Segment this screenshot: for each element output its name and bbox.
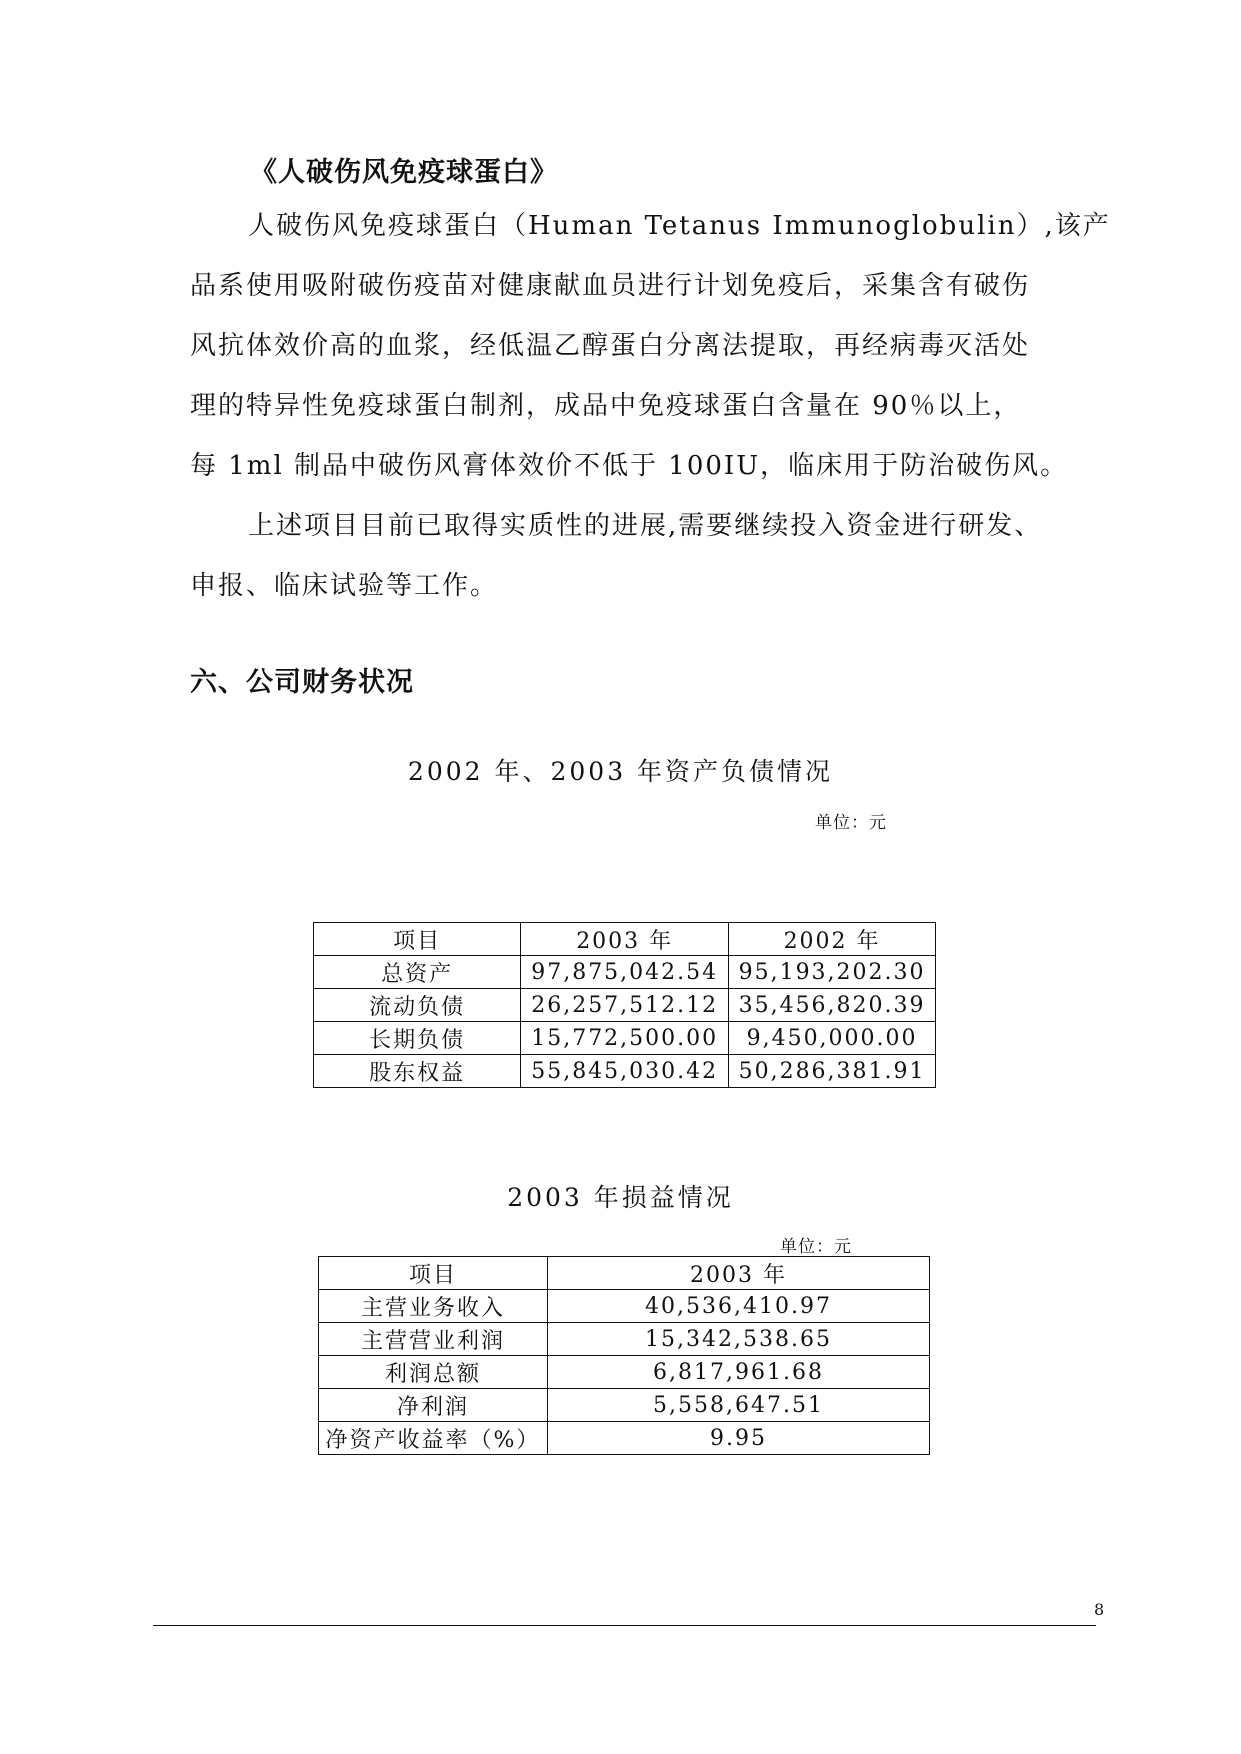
- paragraph-line: 品系使用吸附破伤疫苗对健康献血员进行计划免疫后，采集含有破伤: [190, 271, 1031, 301]
- table-cell: 总资产: [314, 956, 521, 989]
- table-row: [319, 1290, 930, 1323]
- table-cell: 净利润: [319, 1389, 548, 1422]
- table-row: [319, 1422, 930, 1455]
- table-cell: 利润总额: [319, 1356, 548, 1389]
- paragraph-line: 理的特异性免疫球蛋白制剂，成品中免疫球蛋白含量在 90％以上，: [190, 391, 1022, 421]
- paragraph-line: 人破伤风免疫球蛋白（Human Tetanus Immunoglobulin）,该产: [248, 211, 1111, 241]
- table-cell: 95,193,202.30: [729, 956, 936, 989]
- table-cell: 主营营业利润: [319, 1323, 548, 1356]
- table-cell: 5,558,647.51: [547, 1389, 929, 1422]
- paragraph-line: 每 1ml 制品中破伤风膏体效价不低于 100IU，临床用于防治破伤风。: [190, 451, 1069, 481]
- table-header-cell: 2003 年: [547, 1257, 929, 1290]
- table-cell: 40,536,410.97: [547, 1290, 929, 1323]
- table-header-cell: 2002 年: [729, 923, 936, 956]
- table-cell: 流动负债: [314, 989, 521, 1022]
- table-header-cell: 项目: [314, 923, 521, 956]
- table-row: [314, 956, 936, 989]
- table-cell: 55,845,030.42: [521, 1055, 729, 1088]
- page-number: 8: [1094, 1600, 1105, 1619]
- table-cell: 主营业务收入: [319, 1290, 548, 1323]
- product-title: 《人破伤风免疫球蛋白》: [250, 157, 558, 188]
- table-header-row: [319, 1257, 930, 1290]
- table-cell: 15,772,500.00: [521, 1022, 729, 1055]
- table-cell: 长期负债: [314, 1022, 521, 1055]
- table-cell: 15,342,538.65: [547, 1323, 929, 1356]
- paragraph-line: 上述项目目前已取得实质性的进展,需要继续投入资金进行研发、: [248, 511, 1043, 541]
- income-table-unit: 单位：元: [780, 1237, 852, 1257]
- balance-table-unit: 单位：元: [815, 813, 887, 833]
- table-cell: 50,286,381.91: [729, 1055, 936, 1088]
- table-cell: 35,456,820.39: [729, 989, 936, 1022]
- income-table-title: 2003 年损益情况: [507, 1183, 734, 1212]
- income-table: [318, 1256, 930, 1455]
- table-row: [314, 1055, 936, 1088]
- table-header-row: [314, 923, 936, 956]
- table-cell: 9.95: [547, 1422, 929, 1455]
- table-row: [319, 1323, 930, 1356]
- table-row: [319, 1389, 930, 1422]
- paragraph-line: 风抗体效价高的血浆，经低温乙醇蛋白分离法提取，再经病毒灭活处: [190, 331, 1031, 361]
- balance-table-title: 2002 年、2003 年资产负债情况: [407, 757, 834, 786]
- table-header-cell: 项目: [319, 1257, 548, 1290]
- table-row: [314, 989, 936, 1022]
- table-cell: 9,450,000.00: [729, 1022, 936, 1055]
- table-cell: 股东权益: [314, 1055, 521, 1088]
- footer-rule: [153, 1625, 1096, 1626]
- table-cell: 净资产收益率（%）: [319, 1422, 548, 1455]
- table-row: [319, 1356, 930, 1389]
- table-cell: 97,875,042.54: [521, 956, 729, 989]
- table-cell: 6,817,961.68: [547, 1356, 929, 1389]
- table-row: [314, 1022, 936, 1055]
- table-cell: 26,257,512.12: [521, 989, 729, 1022]
- section-title: 六、公司财务状况: [190, 667, 414, 698]
- table-header-cell: 2003 年: [521, 923, 729, 956]
- paragraph-line: 申报、临床试验等工作。: [190, 571, 499, 601]
- balance-table: [313, 922, 936, 1088]
